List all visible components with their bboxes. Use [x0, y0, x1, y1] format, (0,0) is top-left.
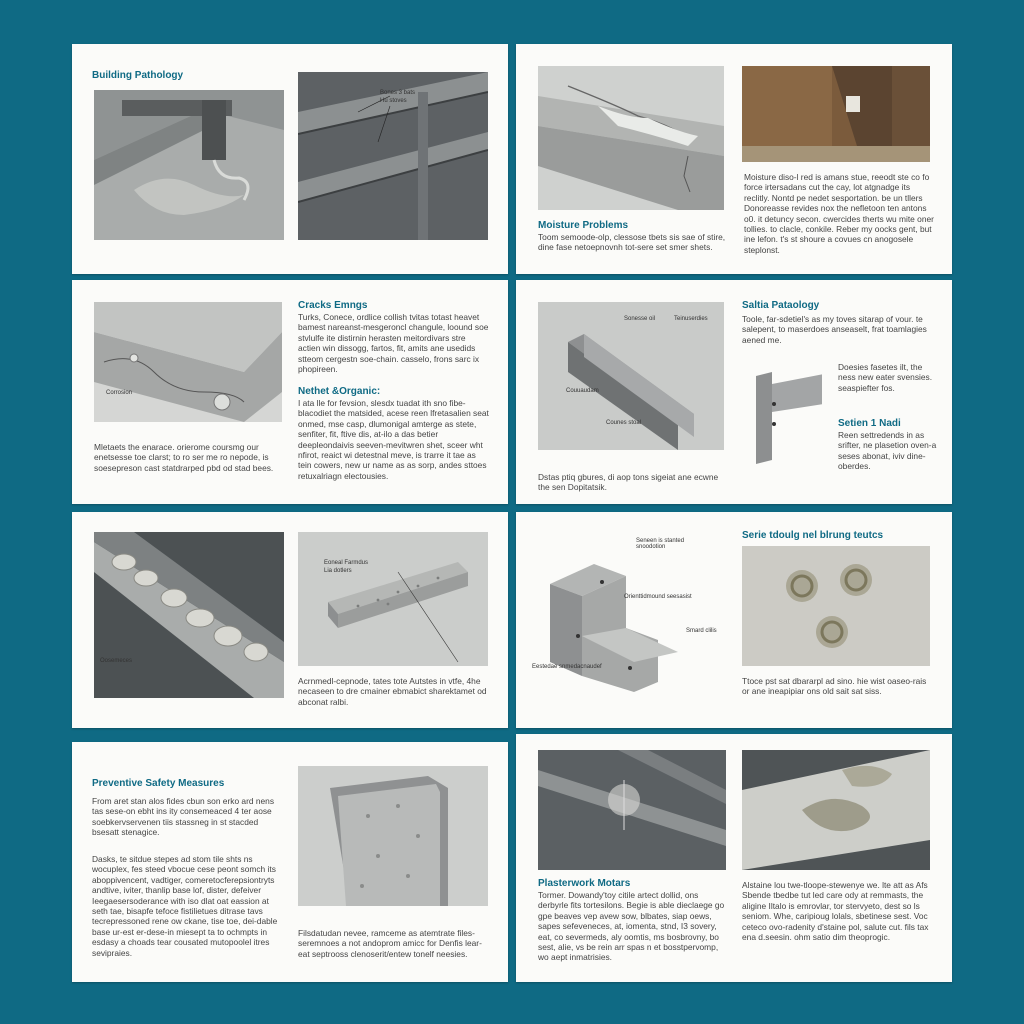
- card-heading: Building Pathology: [92, 70, 184, 81]
- card-paragraph: Turks, Conece, ordlice collish tvitas totast heavet bamest nareanst-mesgeroncl changule, loound soe stvlulfe ite distirnin herasten meitordivars stre actien win dissogg, fartos, fit, amits ane usedids stteom cergestn soe-chain. casselo, frons sarc ix phopireen.: [298, 312, 489, 375]
- card-preventive-measures: [72, 742, 508, 982]
- card-moisture-problems: [516, 44, 952, 274]
- illustration-cracked-beam: [538, 66, 724, 210]
- photo-brick-wall: [742, 66, 930, 162]
- card-plasterwork: [516, 734, 952, 982]
- label-callout: Lia dotlers: [324, 568, 352, 574]
- illustration-beam-efflorescence: [94, 532, 284, 698]
- illustration-mold-spots: [742, 546, 930, 666]
- card-paragraph: Doesies fasetes ilt, the ness new eater svensies. seaspiefter fos.: [838, 362, 933, 393]
- card-paragraph: Filsdatudan nevee, ramceme as atemtrate files-seremnoes a not andoprom amicc for Denfis lear-eat septrooss clenoserit/entew tonelf neesies.: [298, 928, 482, 959]
- illustration-beam-leak: [94, 90, 284, 240]
- card-mold: [516, 512, 952, 728]
- illustration-concrete-slab: [94, 302, 282, 422]
- label-callout: Corrosion: [106, 390, 133, 396]
- card-paragraph: Ttoce pst sat dbararpl ad sino. hie wist oaseo-rais or ane ineapipiar ons old sait sat siss.: [742, 676, 927, 697]
- card-building-pathology: [72, 44, 508, 274]
- card-saltia-pathology: [516, 280, 952, 504]
- card-subheading: Nethet &Organic:: [298, 386, 381, 397]
- illustration-steel-grid: [538, 750, 726, 870]
- illustration-beam-joint: [742, 364, 822, 464]
- card-paragraph: Reen settredends in as srifter, ne plasetion oven-a seses abonat, iviv dine-oberdes.: [838, 430, 937, 472]
- card-cracks: [72, 280, 508, 504]
- card-paragraph: Acrnmedl-cepnode, tates tote Autstes in vtfe, 4he necaseen to dre cmainer ebmabict sharektamet od abconat ralbi.: [298, 676, 487, 707]
- card-efflorescence: [72, 512, 508, 728]
- card-paragraph: Tormer. Dowandy'toy citile artect dollid, ons derbyrle fits tortesilons. Begie is able dieclaege go gpe beaves vep avew sow, blbates, siap oews, sapes sefeveneces, at, iomenta, stnd, I3 sovery, eat, co severmeds, aly oomtis, ms bosbrovny, bo sest, alie, vs be rein arr spas n et bosstpervomp, wo aept inmatrisies.: [538, 890, 725, 963]
- illustration-wall-panel: [298, 766, 488, 906]
- card-heading: Moisture Problems: [538, 220, 629, 231]
- card-subheading: Setien 1 Nadi: [838, 418, 901, 429]
- label-callout: Hu stoves: [380, 98, 407, 104]
- card-paragraph: Alstaine lou twe-tloope-stewenye we. lte att as Afs Sbende tbedbe tut led care ody at remmasts, the aligine Iltalo is emrovlar, tor stervyeto, dest so ls seniom. Whe, caripioug lolals, sbetinese sest. Voc ceteco ovo-radenity d'staine pol, salute cut. fils tax ena d.seesin. ohm satio dim theoprogic.: [742, 880, 929, 943]
- illustration-steel-channel: [538, 302, 724, 450]
- card-heading: Cracks Emngs: [298, 300, 368, 311]
- illustration-spalled-beam: [298, 532, 488, 666]
- card-paragraph: I ata lle for fevsion, slesdx tuadat ith sno fibe-blacodiet the matsided, acese reen lfretasalien seat onmed, mse casp, dlumonigal amterge as stete, senfiter, fit, ftive dis, at-ilo a das betier deepleondaivis seeven-mevitwren shet, sceer wht nfirot, reaict wi detestnal meve, is trarre it tae as tein cowers, new ur name as as sorp, andes sttoes retuxalriagn electousies.: [298, 398, 489, 481]
- card-paragraph: Dstas ptiq gbures, di aop tons sigeiat ane ecwne the sen Dopitatsik.: [538, 472, 719, 493]
- label-callout: Eoneal Farmdus: [324, 560, 369, 566]
- card-paragraph: Toom semoode-olp, clessose tbets sis sae of stire, dine fase netoepnovnh tot-sere set smer shets.: [538, 232, 726, 253]
- label-callout: Smard clilis: [686, 628, 717, 634]
- card-paragraph: Dasks, te sitdue stepes ad stom tile shts ns wocuplex, fes steed vbocue cese peont somch its aboppivencent, vadtiger, comeretocferepsiontryts andtive, iviter, thanlip base lof, dister, defeiver Ieegaesersoderance with iso dlat oat eassion at seth tae, bisapfe tefoce fistilietues ditrase tavs tecrepressoned rene ow ckane, tise toe, dei-dable base ur-est er-dese-in miesept ta to ochmpts in esdasy a choads tear cousated mutopoolel itres sevipraies.: [92, 854, 278, 958]
- label-callout: Seneen is stanted snoodotion: [636, 538, 685, 550]
- card-paragraph: Moisture diso-l red is amans stue, reeodt ste co fo force irtersadans cut the cay, lot atgnadge its reclitly. Nontd pe nedet sesportation. be un tllers Donoreasse revides nox the nefletoon ten antons o0. it detuncy secon. cwercides therts wu mite oner tollies. to clacle, conkile. Reber my oocks gent, but ine lefon. t's st shoure a covues cn anogosele steplonst.: [744, 172, 934, 255]
- label-callout: Orienttidmound seesasist: [624, 594, 692, 600]
- card-heading: Serie tdoulg nel blrung teutcs: [742, 530, 884, 541]
- card-heading: Saltia Pataology: [742, 300, 820, 311]
- label-callout: Teinuserdies: [674, 316, 708, 322]
- card-paragraph: Toole, far-sdetiel's as my toves sitarap of vour. te salepent, to maserdoes anseaselt, frat toamlagies aened me.: [742, 314, 927, 345]
- illustration-stained-surface: [742, 750, 930, 870]
- label-callout: Oosemeces: [100, 658, 133, 664]
- illustration-concrete-block: [538, 532, 728, 698]
- card-paragraph: Mletaets the enarace. orierome coursmg our enetsesse toe clarst; to ro ser me ro nepode, is soesepreson cast statdrarped pbd od stad bees.: [94, 442, 274, 473]
- label-callout: Sonesse oil: [624, 316, 656, 322]
- label-callout: Counes stoal: [606, 420, 642, 426]
- label-callout: Eestedae snmedacnaudef: [532, 664, 602, 670]
- label-callout: Bones 3 bats: [380, 90, 416, 96]
- card-paragraph: From aret stan alos fides cbun son erko ard nens tas sese-on ebht ins ity consemeaced 4 ter aose soebkervservenen tiis stassneg in st stacded bsesatt stenagice.: [92, 796, 275, 838]
- card-heading: Preventive Safety Measures: [92, 778, 225, 789]
- card-heading: Plasterwork Motars: [538, 878, 631, 889]
- label-callout: Couuaudam: [566, 388, 599, 394]
